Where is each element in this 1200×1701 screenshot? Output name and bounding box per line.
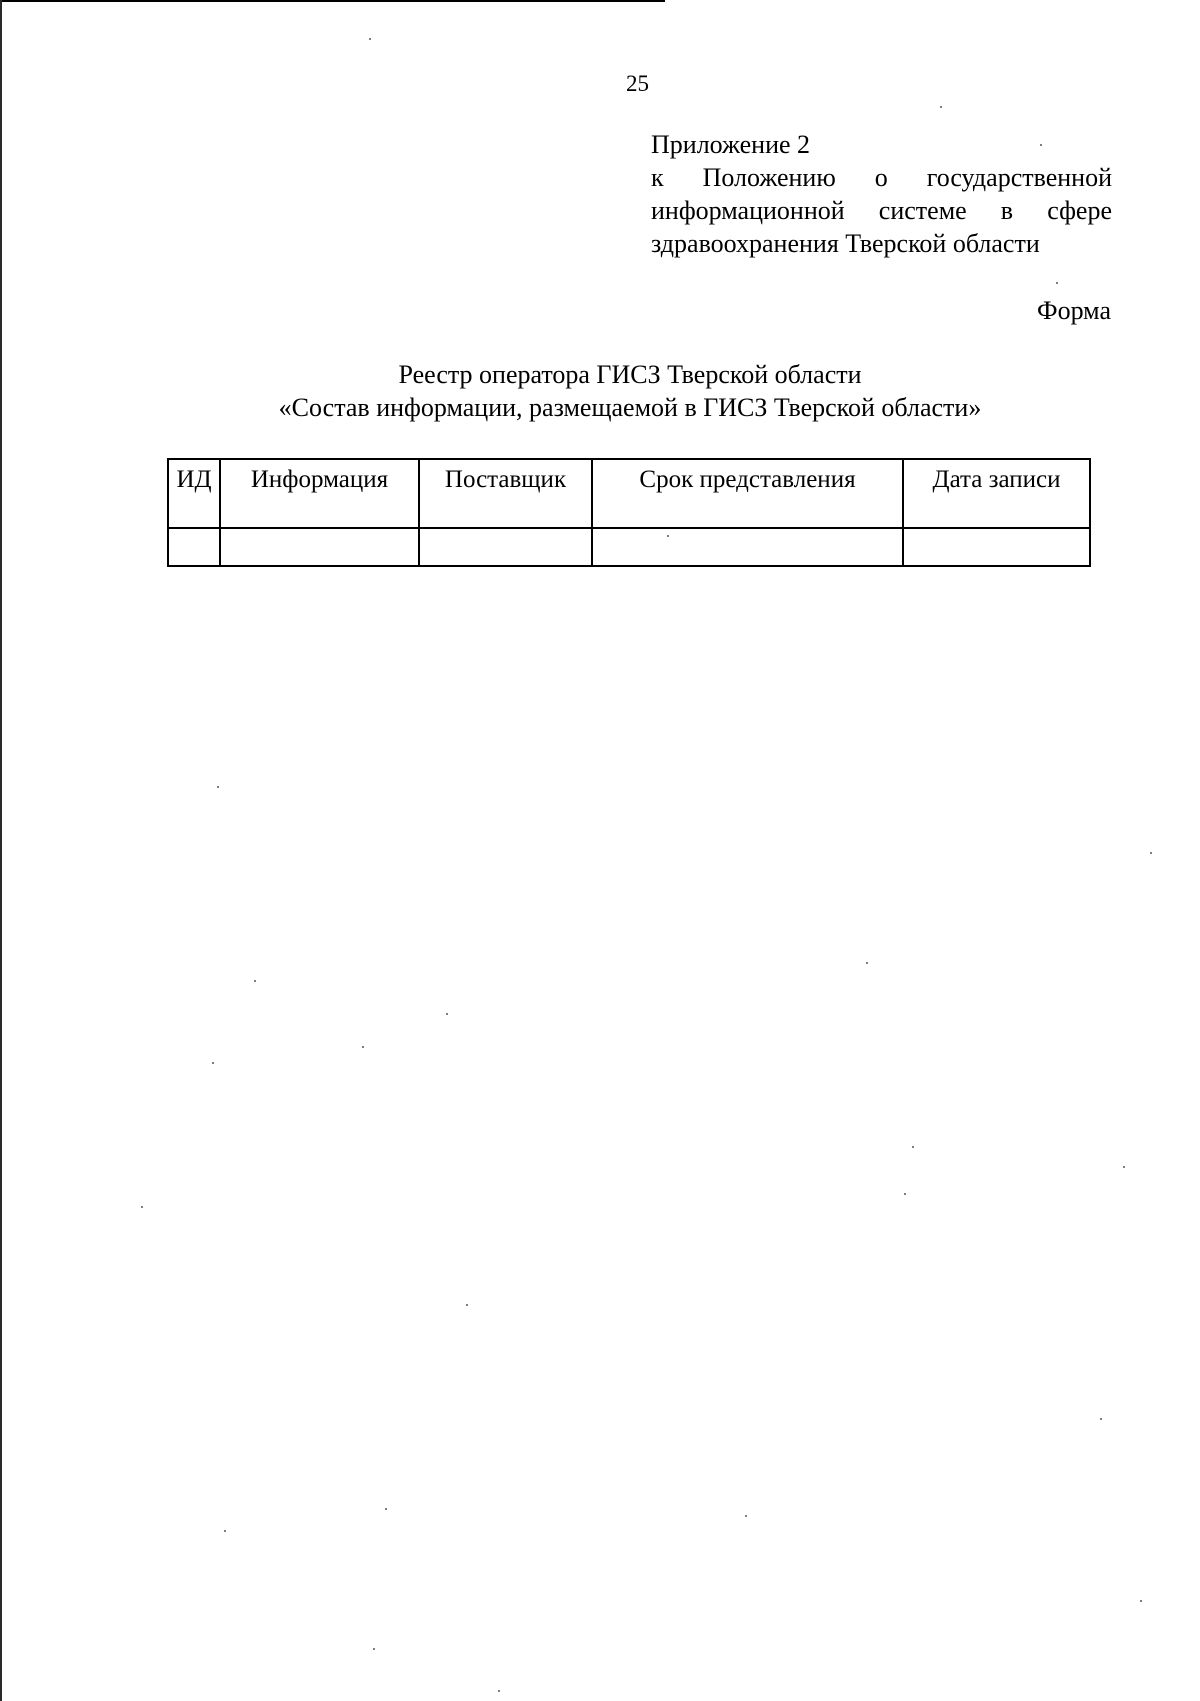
- form-label: Форма: [1037, 296, 1111, 325]
- scan-speck: [1150, 852, 1152, 854]
- scan-speck: [667, 535, 669, 537]
- header-supplier: Поставщик: [419, 459, 592, 528]
- appendix-title: Приложение 2: [651, 130, 811, 159]
- scan-speck: [254, 980, 256, 982]
- registry-title: [130, 358, 1130, 424]
- table-cell: [419, 528, 592, 566]
- appendix-block: [651, 128, 1112, 260]
- registry-title-line: «Состав информации, размещаемой в ГИСЗ Тверской области»: [278, 393, 982, 422]
- scan-speck: [373, 1648, 375, 1650]
- appendix-line: здравоохранения Тверской области: [651, 229, 1040, 258]
- scan-speck: [745, 1515, 747, 1517]
- appendix-line: информационной системе в сфере: [651, 196, 1112, 225]
- scan-speck: [940, 106, 942, 108]
- scan-speck: [369, 38, 371, 40]
- table-cell: [592, 528, 903, 566]
- scan-speck: [1123, 1166, 1125, 1168]
- scan-speck: [1140, 1600, 1142, 1602]
- registry-title-line: Реестр оператора ГИСЗ Тверской области: [398, 360, 862, 389]
- appendix-line: к Положению о государственной: [651, 163, 1112, 192]
- scan-speck: [212, 1062, 214, 1064]
- scan-speck: [866, 962, 868, 964]
- scan-speck: [1056, 282, 1058, 284]
- scan-edge-left: [0, 0, 2, 1701]
- scan-speck: [141, 1206, 143, 1208]
- table-header-row: [168, 459, 1090, 528]
- scan-speck: [217, 786, 219, 788]
- table-cell: [220, 528, 419, 566]
- scan-speck: [466, 1304, 468, 1306]
- scan-speck: [912, 1146, 914, 1148]
- table-cell: [168, 528, 220, 566]
- header-submission-deadline: Срок представления: [592, 459, 903, 528]
- scan-speck: [446, 1013, 448, 1015]
- scan-speck: [904, 1193, 906, 1195]
- scan-speck: [385, 1508, 387, 1510]
- scan-edge-top: [0, 0, 665, 2]
- scan-speck: [362, 1046, 364, 1048]
- page-number: 25: [626, 71, 649, 96]
- scan-speck: [1040, 144, 1042, 146]
- header-information: Информация: [220, 459, 419, 528]
- registry-table: [167, 458, 1091, 567]
- table-row: [168, 528, 1090, 566]
- header-record-date: Дата записи: [903, 459, 1090, 528]
- scan-speck: [498, 1690, 500, 1692]
- scan-speck: [1100, 1418, 1102, 1420]
- scan-speck: [224, 1530, 226, 1532]
- header-id: ИД: [168, 459, 220, 528]
- table-cell: [903, 528, 1090, 566]
